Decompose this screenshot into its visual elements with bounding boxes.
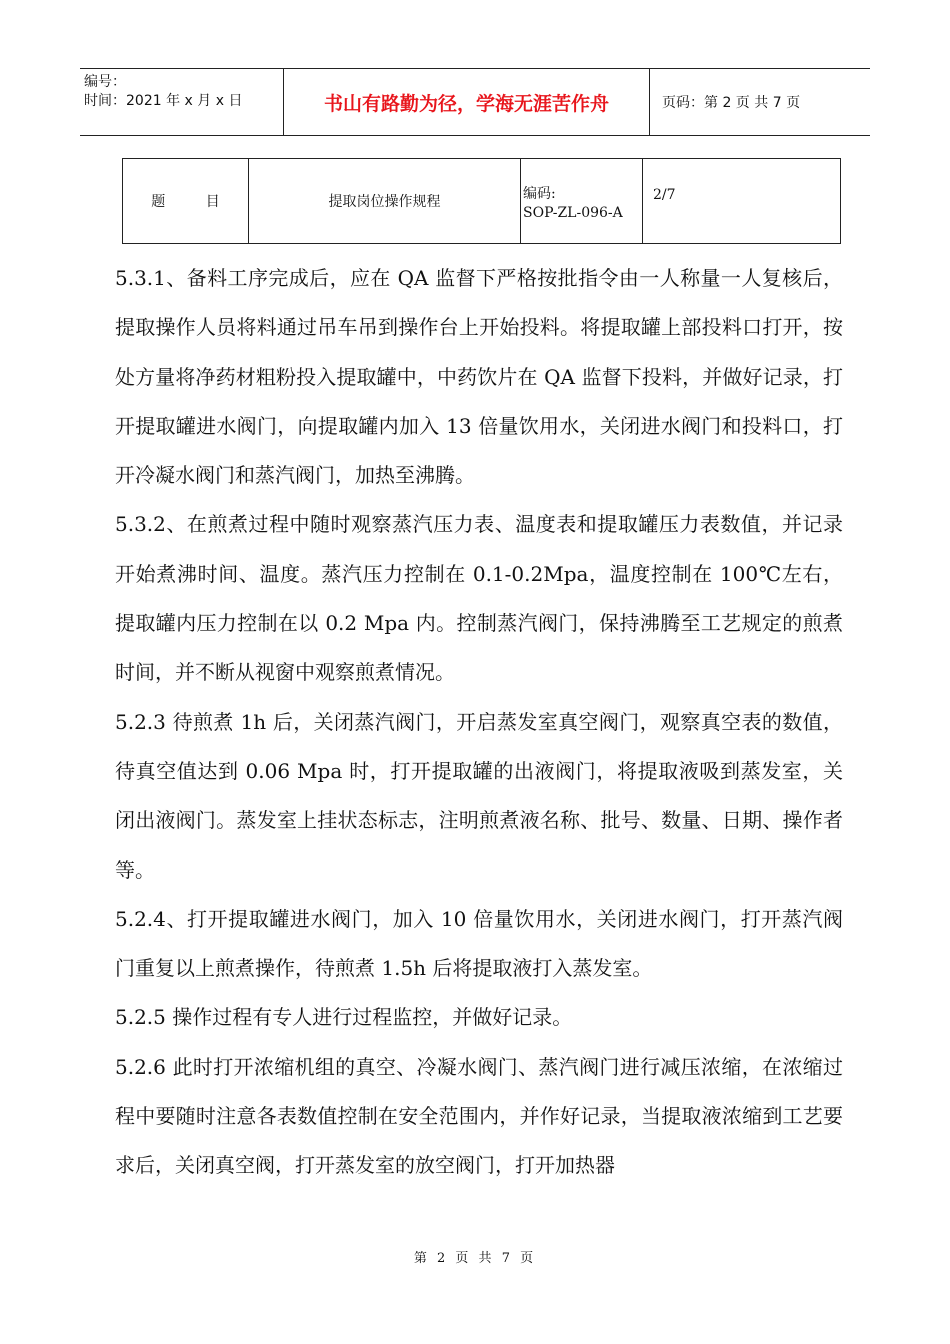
document-subject: 提取岗位操作规程 <box>249 159 521 243</box>
paragraph-5-2-4: 5.2.4、打开提取罐进水阀门，加入 10 倍量饮用水，关闭进水阀门，打开蒸汽阀门重复以上煎煮操作，待煎煮 1.5h 后将提取液打入蒸发室。 <box>115 906 843 981</box>
header-page-number: 页码：第 2 页 共 7 页 <box>662 95 801 111</box>
header-motto: 书山有路勤为径，学海无涯苦作舟 <box>284 69 650 135</box>
document-body <box>115 254 843 1191</box>
title-table <box>122 158 841 244</box>
paragraph-5-3-2: 5.3.2、在煎煮过程中随时观察蒸汽压力表、温度表和提取罐压力表数值，并记录开始煮沸时间、温度。蒸汽压力控制在 0.1-0.2Mpa，温度控制在 100℃左右，提取罐内压力控制在以 0.2 Mpa 内。控制蒸汽阀门，保持沸腾至工艺规定的煎煮时间，并不断从视窗中观察煎煮情况。 <box>115 512 843 685</box>
header-meta <box>80 69 284 135</box>
document-date: 时间：2021 年 x 月 x 日 <box>84 93 243 109</box>
paragraph-5-3-1: 5.3.1、备料工序完成后，应在 QA 监督下严格按批指令由一人称量一人复核后，提取操作人员将料通过吊车吊到操作台上开始投料。将提取罐上部投料口打开，按处方量将净药材粗粉投入提取罐中，中药饮片在 QA 监督下投料，并做好记录，打开提取罐进水阀门，向提取罐内加入 13 倍量饮用水，关闭进水阀门和投料口，打开冷凝水阀门和蒸汽阀门，加热至沸腾。 <box>115 266 843 488</box>
document-number-label: 编号： <box>84 74 126 90</box>
document-code: SOP-ZL-096-A <box>523 205 623 221</box>
code-label: 编码: <box>523 186 556 202</box>
page-header <box>80 68 870 136</box>
code-cell <box>521 159 643 243</box>
table-page: 2/7 <box>653 187 676 203</box>
paragraph-5-2-5: 5.2.5 操作过程有专人进行过程监控，并做好记录。 <box>115 1005 573 1030</box>
subject-label: 题 目 <box>123 159 249 243</box>
paragraph-5-2-6: 5.2.6 此时打开浓缩机组的真空、冷凝水阀门、蒸汽阀门进行减压浓缩，在浓缩过程中要随时注意各表数值控制在安全范围内，并作好记录，当提取液浓缩到工艺要求后，关闭真空阀，打开蒸发室的放空阀门，打开加热器 <box>115 1054 843 1178</box>
page-footer: 第 2 页 共 7 页 <box>413 1251 537 1266</box>
paragraph-5-2-3: 5.2.3 待煎煮 1h 后，关闭蒸汽阀门，开启蒸发室真空阀门，观察真空表的数值，待真空值达到 0.06 Mpa 时，打开提取罐的出液阀门，将提取液吸到蒸发室，关闭出液阀门。蒸发室上挂状态标志，注明煎煮液名称、批号、数量、日期、操作者等。 <box>115 709 843 882</box>
